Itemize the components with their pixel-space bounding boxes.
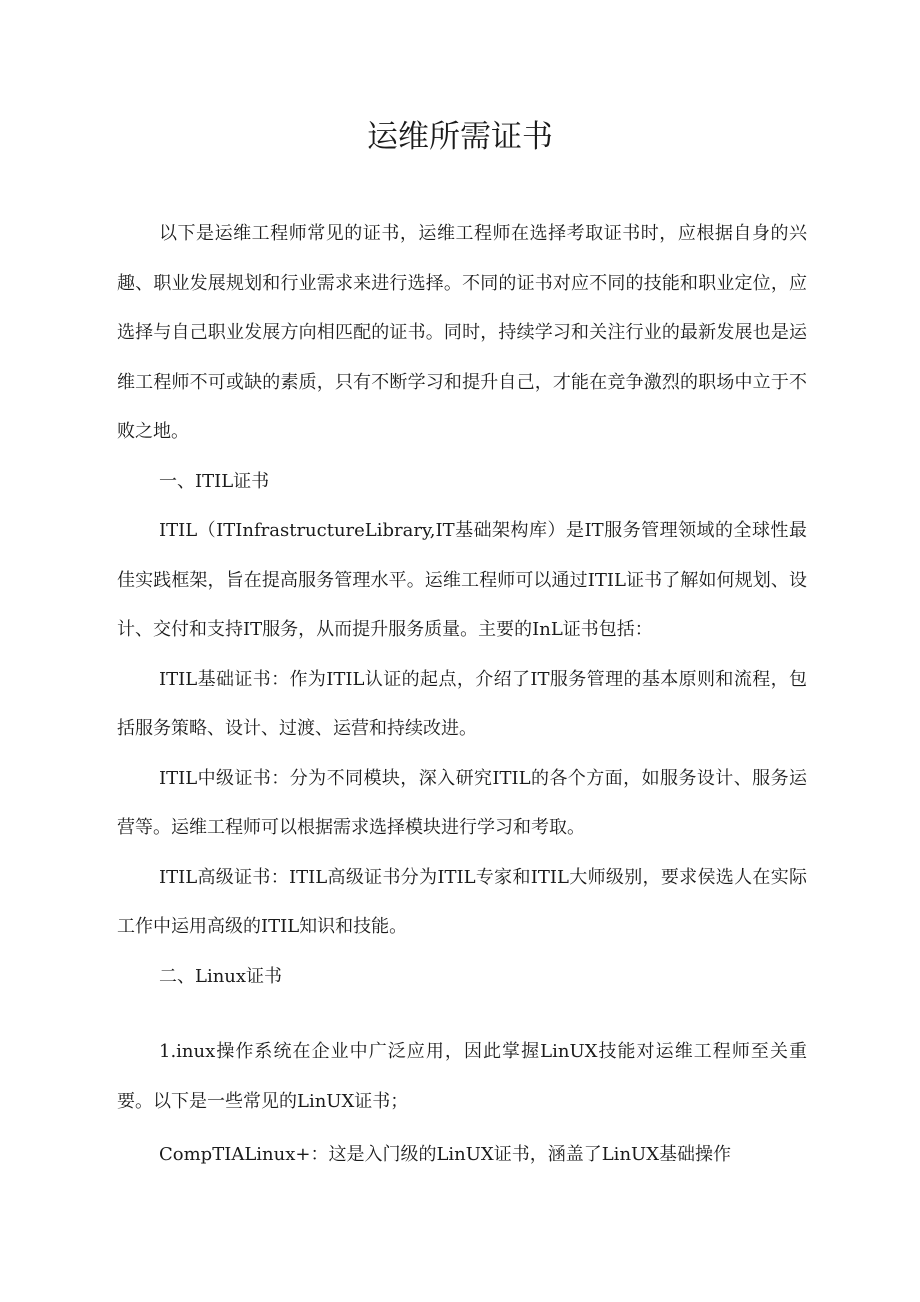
itil-intermediate-paragraph: ITIL中级证书：分为不同模块，深入研究ITIL的各个方面，如服务设计、服务运营等。运维工程师可以根据需求选择模块进行学习和考取。 bbox=[117, 767, 807, 838]
document-body bbox=[117, 209, 807, 1180]
comptia-paragraph: CompTIALinux+：这是入门级的LinUX证书，涵盖了LinUX基础操作 bbox=[159, 1144, 732, 1165]
intro-paragraph: 以下是运维工程师常见的证书，运维工程师在选择考取证书时，应根据自身的兴趣、职业发展规划和行业需求来进行选择。不同的证书对应不同的技能和职业定位，应选择与自己职业发展方向相匹配的证书。同时，持续学习和关注行业的最新发展也是运维工程师不可或缺的素质，只有不断学习和提升自己，才能在竞争激烈的职场中立于不败之地。 bbox=[117, 223, 807, 442]
section-gap bbox=[117, 1001, 807, 1027]
section-heading-itil: 一、ITIL证书 bbox=[159, 470, 270, 492]
document-title: 运维所需证书 bbox=[367, 119, 553, 155]
linux-intro-paragraph: 1.inux操作系统在企业中广泛应用，因此掌握LinUX技能对运维工程师至关重要。以下是一些常见的LinUX证书； bbox=[117, 1041, 807, 1112]
itil-intro-paragraph: ITIL（ITInfrastructureLibrary,IT基础架构库）是IT服务管理领域的全球性最佳实践框架，旨在提高服务管理水平。运维工程师可以通过ITIL证书了解如何规划、设计、交付和支持IT服务，从而提升服务质量。主要的InL证书包括： bbox=[117, 520, 807, 640]
itil-advanced-paragraph: ITIL高级证书：ITIL高级证书分为ITIL专家和ITIL大师级别，要求侯选人在实际工作中运用高级的ITIL知识和技能。 bbox=[117, 866, 807, 937]
itil-foundation-paragraph: ITIL基础证书：作为ITIL认证的起点，介绍了IT服务管理的基本原则和流程，包括服务策略、设计、过渡、运营和持续改进。 bbox=[117, 668, 807, 739]
section-heading-linux: 二、Linux证书 bbox=[159, 965, 283, 987]
